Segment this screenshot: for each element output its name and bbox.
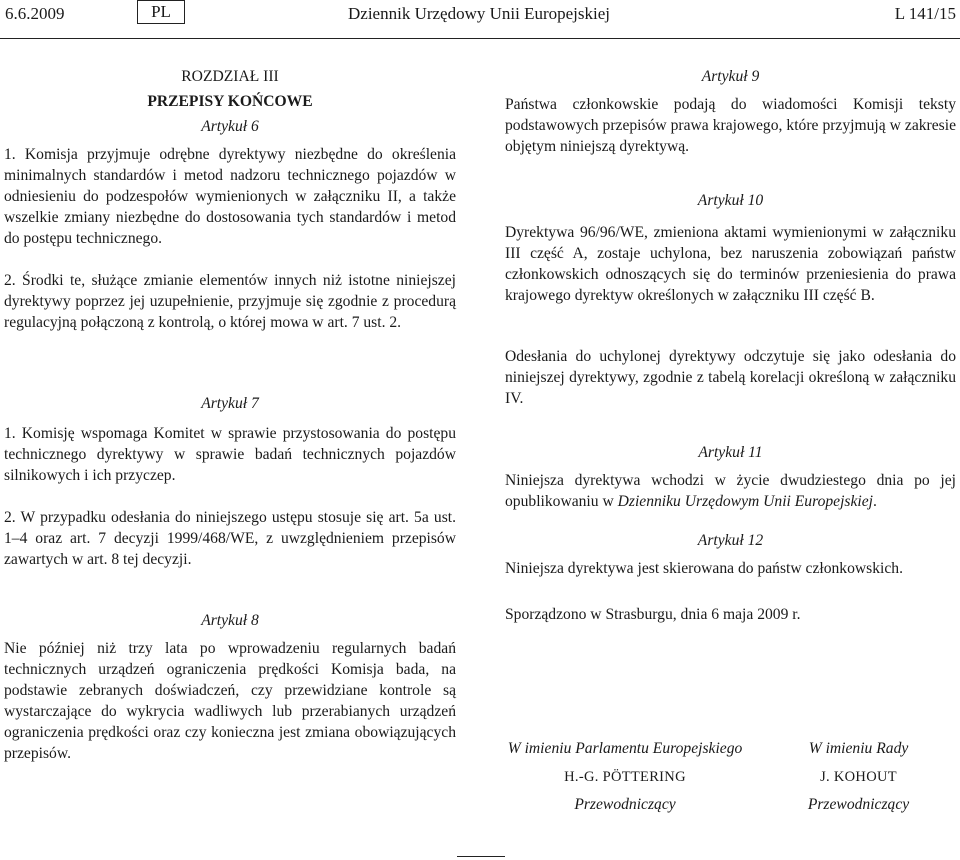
- article-8-paragraph-1: Nie później niż trzy lata po wprowadzeniu regularnych badań technicznych urządzeń ograniczenia prędkości Komisja bada, na podstawie zebranych doświadczeń, czy przewidziane kontrole są wystarczające do wykrycia wadliwych lub przerabianych urządzeń ograniczenia prędkości oraz czy konieczna jest zmiana obowiązujących przepisów.: [4, 640, 456, 762]
- signature-council-for: W imieniu Rady: [808, 740, 909, 757]
- journal-name-italic: Dzienniku Urzędowym Unii Europejskiej: [617, 493, 874, 510]
- done-at-statement: Sporządzono w Strasburgu, dnia 6 maja 2009 r.: [505, 606, 801, 623]
- page-reference: L 141/15: [894, 4, 956, 23]
- article-11-text-start: Niniejsza dyrektywa wchodzi w życie dwudziestego dnia po jej opublikowaniu w: [505, 472, 956, 510]
- article-7-paragraph-2: 2. W przypadku odesłania do niniejszego ustępu stosuje się art. 5a ust. 1–4 oraz art. 7 decyzji 1999/468/WE, z uwzględnieniem przepisów zawartych w art. 8 tej decyzji.: [4, 509, 456, 568]
- chapter-title: PRZEPISY KOŃCOWE: [147, 93, 313, 110]
- article-7-heading: Artykuł 7: [201, 395, 259, 412]
- article-10-paragraph-1: Dyrektywa 96/96/WE, zmieniona aktami wymienionymi w załączniku III część A, zostaje uchylona, bez naruszenia zobowiązań państw członkowskich odnoszących się do terminów przeniesienia do prawa krajowego dyrektyw określonych w załączniku III część B.: [505, 224, 956, 304]
- footer-rule: [457, 856, 505, 857]
- article-11-paragraph-1: [505, 470, 956, 532]
- right-column: [505, 64, 956, 625]
- journal-title: Dziennik Urzędowy Unii Europejskiej: [348, 4, 611, 23]
- signature-council-role: Przewodniczący: [807, 796, 910, 813]
- article-12-heading: Artykuł 12: [697, 532, 764, 549]
- article-7-paragraph-1: 1. Komisję wspomaga Komitet w sprawie przystosowania do postępu technicznego dyrektywy w sprawie badań technicznych pojazdów silnikowych i ich przyczep.: [4, 425, 456, 484]
- signature-council-name: J. KOHOUT: [820, 769, 897, 785]
- page-header: [0, 0, 960, 39]
- article-10-heading: Artykuł 10: [697, 192, 764, 209]
- signature-council: [791, 735, 926, 819]
- article-11-text-end: .: [873, 493, 877, 510]
- article-6-paragraph-2: 2. Środki te, służące zmianie elementów innych niż istotne niniejszej dyrektywy poprzez jej uzupełnienie, przyjmuje się zgodnie z procedurą regulacyjną połączoną z kontrolą, o której mowa w art. 7 ust. 2.: [4, 272, 456, 331]
- article-6-heading: Artykuł 6: [201, 118, 259, 135]
- article-8-heading: Artykuł 8: [201, 612, 259, 629]
- left-column: [4, 64, 456, 764]
- article-6-paragraph-1: 1. Komisja przyjmuje odrębne dyrektywy niezbędne do określenia minimalnych standardów i metod nadzoru technicznego pojazdów w odniesieniu do podzespołów wymienionych w załączniku II, a także wszelkie zmiany niezbędne do dostosowania tych standardów i metod do postępu technicznego.: [4, 146, 456, 247]
- chapter-label: ROZDZIAŁ III: [181, 68, 279, 85]
- language-badge: PL: [137, 0, 185, 24]
- article-9-heading: Artykuł 9: [701, 68, 760, 85]
- article-11-heading: Artykuł 11: [698, 444, 763, 461]
- article-9-paragraph-1: Państwa członkowskie podają do wiadomości Komisji teksty podstawowych przepisów prawa krajowego, które przyjmują w zakresie objętym niniejszą dyrektywą.: [505, 96, 956, 155]
- signature-parliament-name: H.-G. PÖTTERING: [564, 769, 686, 785]
- article-12-paragraph-1: Niniejsza dyrektywa jest skierowana do państw członkowskich.: [505, 560, 903, 577]
- signature-parliament-role: Przewodniczący: [574, 796, 676, 813]
- signature-parliament: [505, 735, 745, 819]
- article-10-paragraph-2: Odesłania do uchylonej dyrektywy odczytuje się jako odesłania do niniejszej dyrektywy, zgodnie z tabelą korelacji określoną w załączniku IV.: [505, 348, 956, 407]
- signature-parliament-for: W imieniu Parlamentu Europejskiego: [507, 740, 743, 757]
- publication-date: 6.6.2009: [5, 4, 65, 23]
